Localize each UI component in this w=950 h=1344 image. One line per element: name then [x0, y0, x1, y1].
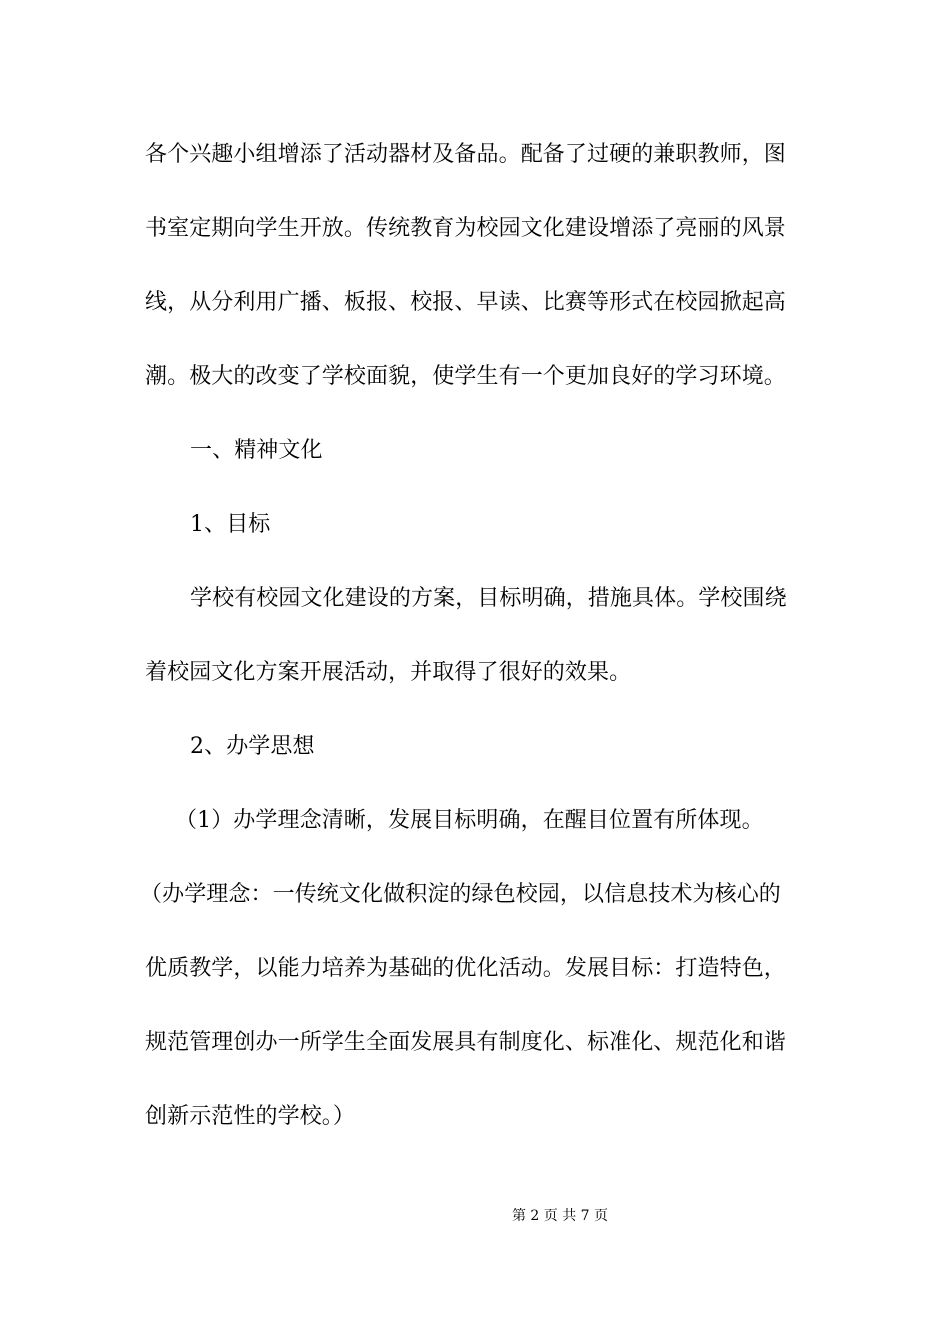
paragraph-line: 规范管理创办一所学生全面发展具有制度化、标准化、规范化和谐 — [145, 1030, 786, 1055]
paragraph-line: 潮。极大的改变了学校面貌，使学生有一个更加良好的学习环境。 — [145, 364, 786, 389]
paragraph-line: 优质教学，以能力培养为基础的优化活动。发展目标：打造特色， — [145, 956, 786, 981]
paragraph-line: 着校园文化方案开展活动，并取得了很好的效果。 — [145, 660, 632, 685]
paragraph-line: 学校有校园文化建设的方案，目标明确，措施具体。学校围绕 — [190, 586, 787, 611]
paragraph-line: 各个兴趣小组增添了活动器材及备品。配备了过硬的兼职教师，图 — [145, 142, 786, 167]
section-heading: 一、精神文化 — [190, 438, 323, 463]
paragraph-line: 书室定期向学生开放。传统教育为校园文化建设增添了亮丽的风景 — [145, 216, 786, 241]
subsection-heading: 1、目标 — [190, 512, 271, 537]
page-number: 第 2 页 共 7 页 — [511, 1208, 609, 1224]
paragraph-line: 线，从分利用广播、板报、校报、早读、比赛等形式在校园掀起高 — [145, 290, 786, 315]
paragraph-line: （1）办学理念清晰，发展目标明确，在醒目位置有所体现。 — [175, 808, 764, 833]
subsection-heading: 2、办学思想 — [190, 734, 315, 759]
paragraph-line: 创新示范性的学校。） — [145, 1104, 356, 1129]
paragraph-line: （办学理念：一传统文化做积淀的绿色校园，以信息技术为核心的 — [140, 882, 781, 907]
